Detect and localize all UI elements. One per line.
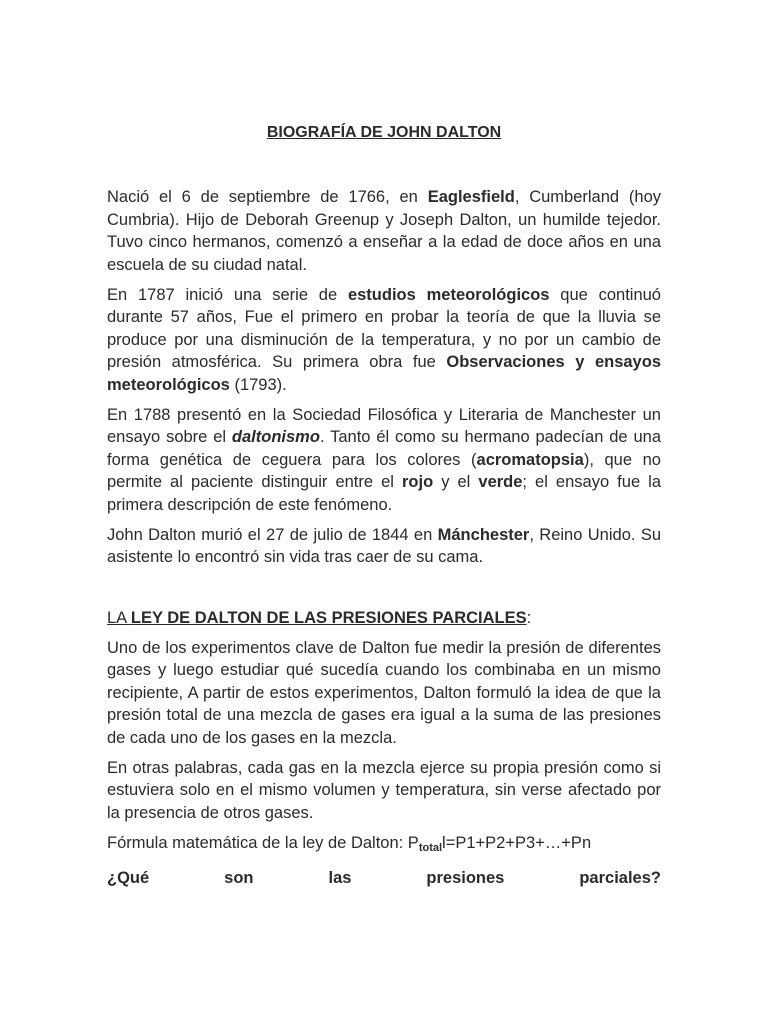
section-suffix: :: [526, 608, 532, 627]
text-run: ), que no permite al paciente distinguir entre el: [107, 450, 661, 491]
question-word: las: [328, 868, 352, 887]
text-run: que continuó durante 57 años, Fue el primero en probar la teoría de que la lluvia se produce por una disminución de la temperatura, y no por un cambio de presión atmosférica. Su primera obra fue: [107, 285, 661, 371]
bold-term: acromatopsia: [476, 450, 584, 469]
question-word: parciales?: [579, 868, 661, 887]
text-run: John Dalton murió el 27 de julio de 1844 en: [107, 525, 438, 544]
formula-expression: l=P1+P2+P3+…+Pn: [442, 833, 592, 852]
paragraph-meteorology: [107, 284, 661, 397]
text-run: ; el ensayo fue la primera descripción de este fenómeno.: [107, 473, 662, 514]
question-heading: [107, 867, 661, 890]
paragraph-explanation: En otras palabras, cada gas en la mezcla ejerce su propia presión como si estuviera solo en el mismo volumen y temperatura, sin verse afectado por la presencia de otros gases.: [107, 758, 661, 822]
text-run: En 1787 inició una serie de: [107, 285, 348, 304]
paragraph-birth: [107, 186, 661, 276]
text-run: , Reino Unido. Su asistente lo encontró sin vida tras caer de su cama.: [107, 525, 661, 566]
section-title: LEY DE DALTON DE LAS PRESIONES PARCIALES: [130, 608, 527, 627]
bold-term: verde: [478, 473, 523, 491]
text-run: , Cumberland (hoy Cumbria). Hijo de Deborah Greenup y Joseph Dalton, un humilde tejedor. Tuvo cinco hermanos, comenzó a enseñar a la edad de doce años en una escuela de su ciudad natal.: [107, 188, 661, 274]
bold-term: rojo: [401, 473, 434, 491]
question-word: ¿Qué: [107, 868, 150, 887]
bold-term: Observaciones y ensayos meteorológicos: [107, 353, 661, 394]
formula-subscript: total: [418, 841, 443, 854]
bold-term: Eaglesfield: [427, 188, 515, 206]
bold-italic-term: daltonismo: [231, 428, 320, 446]
bold-term: Mánchester: [437, 525, 530, 544]
formula-label: Fórmula matemática de la ley de Dalton: P: [107, 833, 419, 852]
paragraph-experiments: Uno de los experimentos clave de Dalton fue medir la presión de diferentes gases y luego estudiar qué sucedía cuando los combinaba en un mismo recipiente, A partir de estos experimentos, Dalton formuló la idea de que la presión total de una mezcla de gases era igual a la suma de las presiones de cada uno de los gases en la mezcla.: [107, 638, 661, 747]
text-run: y el: [433, 473, 479, 491]
paragraph-daltonism: [107, 404, 661, 517]
section-prefix: LA: [107, 608, 131, 627]
text-run: En 1788 presentó en la Sociedad Filosófica y Literaria de Manchester un ensayo sobre el: [107, 405, 661, 446]
question-word: son: [224, 868, 254, 887]
paragraph-death: [107, 524, 661, 569]
question-word: presiones: [426, 868, 505, 887]
text-run: . Tanto él como su hermano padecían de una forma genética de ceguera para los colores (: [107, 428, 662, 469]
section-heading: [107, 607, 661, 630]
bold-term: estudios meteorológicos: [347, 285, 550, 304]
formula-line: [107, 832, 661, 860]
text-run: (1793).: [229, 375, 287, 394]
document-title: BIOGRAFÍA DE JOHN DALTON: [266, 124, 502, 141]
document-body: [107, 186, 661, 897]
text-run: Nació el 6 de septiembre de 1766, en: [107, 188, 428, 206]
